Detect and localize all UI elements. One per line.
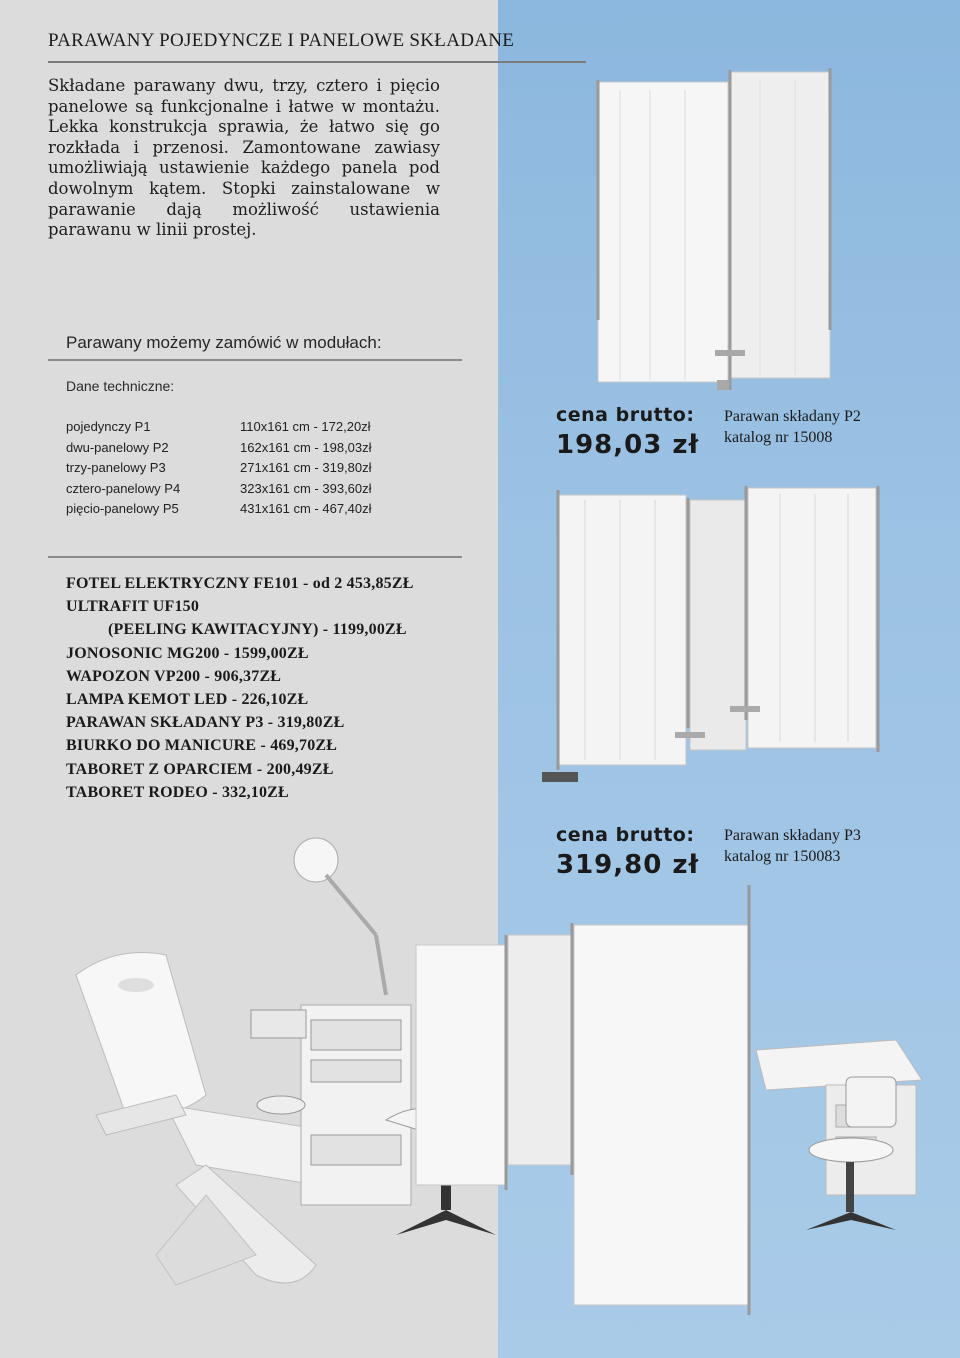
spec-name-p5: pięcio-panelowy P5 bbox=[66, 501, 179, 516]
title-divider bbox=[48, 61, 586, 63]
price-item: FOTEL ELEKTRYCZNY FE101 - od 2 453,85ZŁ bbox=[66, 575, 414, 592]
spec-name-p3: trzy-panelowy P3 bbox=[66, 460, 166, 475]
p2-price-label: cena brutto: bbox=[556, 404, 695, 426]
manicure-desk-image bbox=[756, 1040, 922, 1195]
spec-value-p2: 162x161 cm - 198,03zł bbox=[240, 439, 372, 455]
price-list bbox=[66, 572, 414, 804]
p3-price-label: cena brutto: bbox=[556, 824, 695, 846]
spec-names-column bbox=[66, 417, 180, 520]
p2-catalog-number: katalog nr 15008 bbox=[724, 429, 833, 446]
price-item: TABORET RODEO - 332,10ZŁ bbox=[66, 783, 289, 801]
price-item: TABORET Z OPARCIEM - 200,49ZŁ bbox=[66, 760, 334, 778]
modules-heading: Parawany możemy zamówić w modułach: bbox=[66, 333, 382, 352]
p3-product-name: Parawan składany P3 bbox=[724, 827, 861, 844]
p3-catalog-number: katalog nr 150083 bbox=[724, 848, 841, 865]
price-item: WAPOZON VP200 - 906,37ZŁ bbox=[66, 667, 282, 685]
spec-value-p4: 323x161 cm - 393,60zł bbox=[240, 480, 372, 496]
spec-name-p2: dwu-panelowy P2 bbox=[66, 439, 169, 455]
intro-text: Składane parawany dwu, trzy, cztero i pięcio panelowe są funkcjonalne i łatwe w montażu. Lekka konstrukcja sprawia, że łatwo się go rozkłada i przenosi. Zamontowane zawiasy umożliwiają ustawienie każdego panela pod dowolnym kątem. Stopki zainstalowane w parawanie dają możliwość ustawienia parawanu w linii prostej. bbox=[48, 76, 440, 240]
screen-p2-image bbox=[590, 60, 850, 400]
price-item: BIURKO DO MANICURE - 469,70ZŁ bbox=[66, 737, 338, 755]
spec-value-p3: 271x161 cm - 319,80zł bbox=[240, 460, 372, 475]
price-item: LAMPA KEMOT LED - 226,10ZŁ bbox=[66, 691, 309, 709]
price-item: JONOSONIC MG200 - 1599,00ZŁ bbox=[66, 644, 309, 662]
screen-bottom-image bbox=[416, 885, 749, 1315]
p2-price-value: 198,03 zł bbox=[556, 430, 700, 460]
tech-data-heading: Dane techniczne: bbox=[66, 378, 175, 394]
p2-product-name: Parawan składany P2 bbox=[724, 408, 861, 425]
price-list-divider bbox=[48, 556, 462, 558]
price-item: PARAWAN SKŁADANY P3 - 319,80ZŁ bbox=[66, 714, 345, 732]
spec-value-p1: 110x161 cm - 172,20zł bbox=[240, 419, 371, 434]
page-title: PARAWANY POJEDYNCZE I PANELOWE SKŁADANE bbox=[48, 30, 515, 51]
spec-values-column bbox=[240, 417, 372, 520]
spec-name-p4: cztero-panelowy P4 bbox=[66, 480, 181, 496]
intro-paragraph bbox=[48, 76, 440, 241]
backrest-stool-image bbox=[806, 1077, 896, 1230]
price-item: (PEELING KAWITACYJNY) - 1199,00ZŁ bbox=[108, 621, 407, 639]
spec-name-p1: pojedynczy P1 bbox=[66, 419, 151, 434]
spec-value-p5: 431x161 cm - 467,40zł bbox=[240, 501, 372, 516]
p3-price-value: 319,80 zł bbox=[556, 850, 700, 880]
screen-p3-image bbox=[540, 480, 890, 810]
price-item: ULTRAFIT UF150 bbox=[66, 598, 200, 616]
p2-product-info bbox=[724, 406, 861, 448]
salon-equipment-image bbox=[56, 835, 922, 1335]
modules-divider bbox=[48, 359, 462, 361]
